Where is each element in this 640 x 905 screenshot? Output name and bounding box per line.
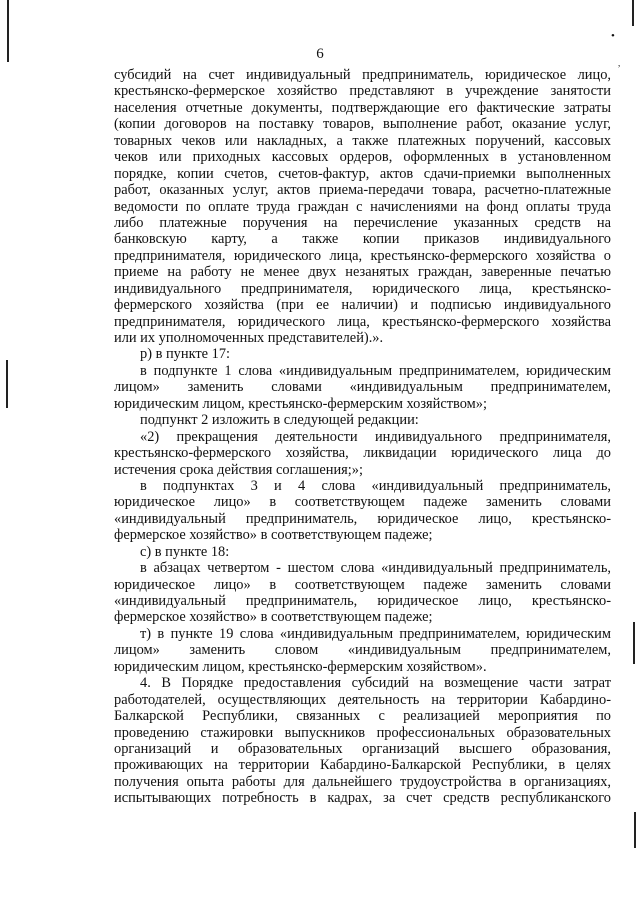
text-line: предпринимателя, юридического лица, крестьянско-фермерского хозяйства о [114, 247, 611, 264]
text-line: банковскую карту, а также копии приказов индивидуального [114, 231, 611, 248]
text-line: испытывающих потребность в кадрах, за счет средств республиканского [114, 790, 611, 807]
text-line: юридическое лицо» в соответствующем падеже заменить словами [114, 494, 611, 511]
text-line: с) в пункте 18: [140, 543, 230, 560]
text-line: чеков или приходных кассовых ордеров, оформленных в установленном [114, 149, 611, 166]
text-line: р) в пункте 17: [140, 346, 231, 363]
scan-edge-mark-right-bottom [634, 812, 636, 848]
text-line: Балкарской Республики, связанных с реализацией мероприятия по [114, 708, 611, 725]
text-line: подпункт 2 изложить в следующей редакции: [140, 412, 419, 429]
text-line: работодателей, осуществляющих деятельность на территории Кабардино- [114, 691, 611, 708]
text-line: «индивидуальный предприниматель, юридическое лицо, крестьянско- [114, 510, 611, 527]
page-number: 6 [316, 46, 324, 62]
scan-edge-mark-right-lower [633, 622, 635, 664]
scan-edge-mark-right-top [632, 0, 634, 26]
text-line: «индивидуальный предприниматель, юридическое лицо, крестьянско- [114, 593, 611, 609]
text-line: лицом» заменить словами «индивидуальным предпринимателем, [114, 379, 611, 396]
text-line: населения отчетные документы, подтверждающие его фактические затраты [114, 99, 611, 116]
text-line: порядке, копии счетов, счетов-фактур, актов сдачи-приемки выполненных [114, 165, 611, 182]
text-line: в подпункте 1 слова «индивидуальным предпринимателем, юридическим [140, 362, 611, 379]
text-line: 4. В Порядке предоставления субсидий на возмещение части затрат [140, 675, 611, 692]
scan-edge-mark-left-middle [6, 360, 8, 408]
text-line: приеме на работу не менее двух незанятых граждан, заверенные печатью [114, 264, 611, 281]
document-body-text [114, 67, 611, 807]
corner-mark-top: • [611, 30, 615, 42]
text-line: индивидуального предпринимателя, юридического лица, крестьянско- [114, 280, 611, 297]
text-line: либо платежные поручения на перечисление указанных средств на [114, 214, 611, 231]
text-line: (копии договоров на поставку товаров, выполнение работ, оказание услуг, [114, 116, 611, 133]
text-line: фермерское хозяйство» в соответствующем падеже; [114, 609, 433, 626]
text-line: фермерское хозяйство» в соответствующем падеже; [114, 527, 433, 544]
text-line: работ, оказанных услуг, актов приема-передачи товара, расчетно-платежные [114, 182, 611, 199]
text-line: истечения срока действия соглашения;»; [114, 461, 363, 478]
corner-mark-comma: , [618, 58, 621, 68]
text-line: ведомости по оплате труда граждан с начислениями на фонд оплаты труда [114, 198, 611, 215]
text-line: в абзацах четвертом - шестом слова «индивидуальный предприниматель, [140, 560, 611, 577]
text-line: предпринимателя, юридического лица, крестьянско-фермерского хозяйства [114, 313, 611, 330]
text-line: крестьянско-фермерское хозяйство представляют в учреждение занятости [114, 83, 611, 100]
text-line: товарных чеков или накладных, а также платежных поручений, кассовых [114, 132, 611, 149]
text-line: юридическим лицом, крестьянско-фермерским хозяйством». [114, 658, 487, 675]
text-line: в подпунктах 3 и 4 слова «индивидуальный предприниматель, [140, 477, 611, 494]
text-line: «2) прекращения деятельности индивидуального предпринимателя, [140, 428, 611, 445]
text-line: т) в пункте 19 слова «индивидуальным предпринимателем, юридическим [140, 625, 611, 642]
text-line: юридическое лицо» в соответствующем падеже заменить словами [114, 576, 611, 593]
text-line: проживающих на территории Кабардино-Балкарской Республики, в целях [114, 757, 611, 774]
text-line: крестьянско-фермерского хозяйства, ликвидации юридического лица до [114, 445, 611, 462]
text-line: организаций и образовательных организаций высшего образования, [114, 740, 611, 757]
text-line: или их уполномоченных представителей).». [114, 330, 384, 346]
text-line: субсидий на счет индивидуальный предприниматель, юридическое лицо, [114, 67, 611, 83]
text-line: проведению стажировки выпускников профессиональных образовательных [114, 724, 611, 741]
text-line: лицом» заменить словом «индивидуальным предпринимателем, [114, 642, 611, 659]
text-line: фермерского хозяйства (при ее наличии) и подписью индивидуального [114, 297, 611, 314]
text-line: получения опыта работы для дальнейшего трудоустройства в организациях, [114, 773, 611, 790]
text-line: юридическим лицом, крестьянско-фермерским хозяйством»; [114, 395, 487, 412]
